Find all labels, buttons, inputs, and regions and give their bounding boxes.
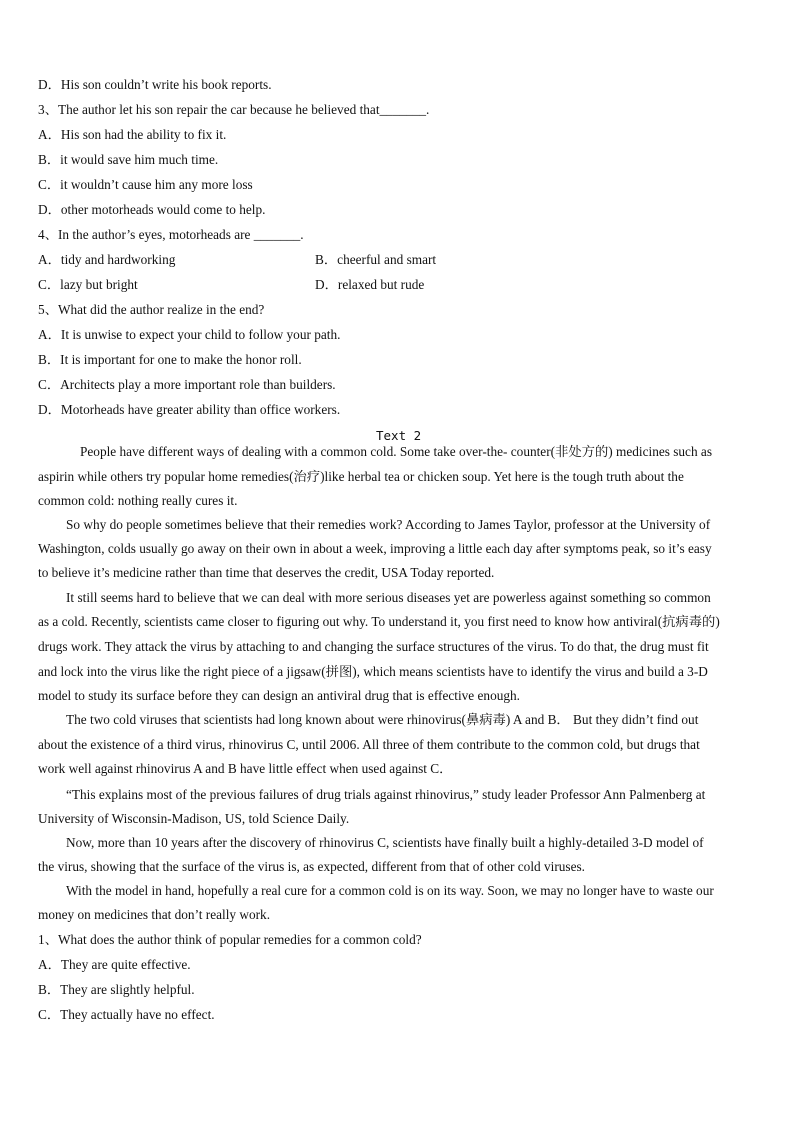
- passage-line: Now, more than 10 years after the discovery of rhinovirus C, scientists have finally built a highly-detailed 3-D model of: [66, 835, 704, 850]
- section-title: Text 2: [376, 428, 422, 443]
- q5-stem: 5、What did the author realize in the end?: [38, 302, 265, 317]
- passage-line: the virus, showing that the surface of the virus is, as expected, different from that of other cold viruses.: [38, 859, 585, 874]
- passage-line: and lock into the virus like the right piece of a jigsaw(拼图), which means scientists have to identify the virus and build a 3-D: [38, 664, 708, 679]
- q5-option-c: C．Architects play a more important role than builders.: [38, 377, 336, 392]
- passage-line: People have different ways of dealing with a common cold. Some take over-the- counter(非处方的) medicines such as: [80, 444, 713, 459]
- passage-line: aspirin while others try popular home remedies(治疗)like herbal tea or chicken soup. Yet here is the tough truth about the: [38, 469, 684, 484]
- q4-stem: 4、In the author’s eyes, motorheads are _______.: [38, 227, 304, 242]
- passage-line: Washington, colds usually go away on their own in about a week, improving a little each day after symptoms peak, so it’s easy: [38, 541, 712, 556]
- passage-line: common cold: nothing really cures it.: [38, 493, 238, 508]
- q5-option-a: A．It is unwise to expect your child to follow your path.: [38, 327, 341, 342]
- passage-line: as a cold. Recently, scientists came closer to figuring out why. To understand it, you first need to know how antiviral(抗病毒的): [38, 614, 720, 629]
- q3-option-d: D．other motorheads would come to help.: [38, 202, 266, 217]
- q5-option-d: D．Motorheads have greater ability than office workers.: [38, 402, 341, 417]
- q3-stem: 3、The author let his son repair the car because he believed that_______.: [38, 102, 430, 117]
- q4-option-b: B．cheerful and smart: [315, 252, 437, 267]
- passage-line: “This explains most of the previous failures of drug trials against rhinovirus,” study leader Professor Ann Palmenberg at: [66, 787, 706, 802]
- text2-q1-option-a: A．They are quite effective.: [38, 957, 191, 972]
- passage-line: model to study its surface before they can design an antiviral drug that is effective enough.: [38, 688, 520, 703]
- text2-q1-stem: 1、What does the author think of popular remedies for a common cold?: [38, 932, 422, 947]
- passage-line: about the existence of a third virus, rhinovirus C, until 2006. All three of them contribute to the common cold, but drugs that: [38, 737, 700, 752]
- q3-option-a: A．His son had the ability to fix it.: [38, 127, 227, 142]
- text2-q1-option-c: C．They actually have no effect.: [38, 1007, 215, 1022]
- passage-line: to believe it’s medicine rather than time that deserves the credit, USA Today reported.: [38, 565, 495, 580]
- passage-line: drugs work. They attack the virus by attaching to and changing the surface structures of the virus. To do that, the drug must fit: [38, 639, 709, 654]
- q5-option-b: B．It is important for one to make the honor roll.: [38, 352, 302, 367]
- passage-line: So why do people sometimes believe that their remedies work? According to James Taylor, professor at the University of: [66, 517, 711, 532]
- q3-option-b: B．it would save him much time.: [38, 152, 219, 167]
- text2-q1-option-b: B．They are slightly helpful.: [38, 982, 195, 997]
- q4-option-c: C．lazy but bright: [38, 277, 138, 292]
- passage-line: With the model in hand, hopefully a real cure for a common cold is on its way. Soon, we may no longer have to waste our: [66, 883, 714, 898]
- passage-line: It still seems hard to believe that we can deal with more serious diseases yet are powerless against something so common: [66, 590, 711, 605]
- passage-line: The two cold viruses that scientists had long known about were rhinovirus(鼻病毒) A and B． But they didn’t find out: [66, 712, 699, 727]
- q3-option-c: C．it wouldn’t cause him any more loss: [38, 177, 253, 192]
- passage-line: work well against rhinovirus A and B have little effect when used against C．: [38, 761, 453, 776]
- q2-option-d: D．His son couldn’t write his book reports.: [38, 77, 272, 92]
- passage-line: money on medicines that don’t really work.: [38, 907, 271, 922]
- q4-option-d: D．relaxed but rude: [315, 277, 425, 292]
- q4-option-a: A．tidy and hardworking: [38, 252, 176, 267]
- passage-line: University of Wisconsin-Madison, US, told Science Daily.: [38, 811, 350, 826]
